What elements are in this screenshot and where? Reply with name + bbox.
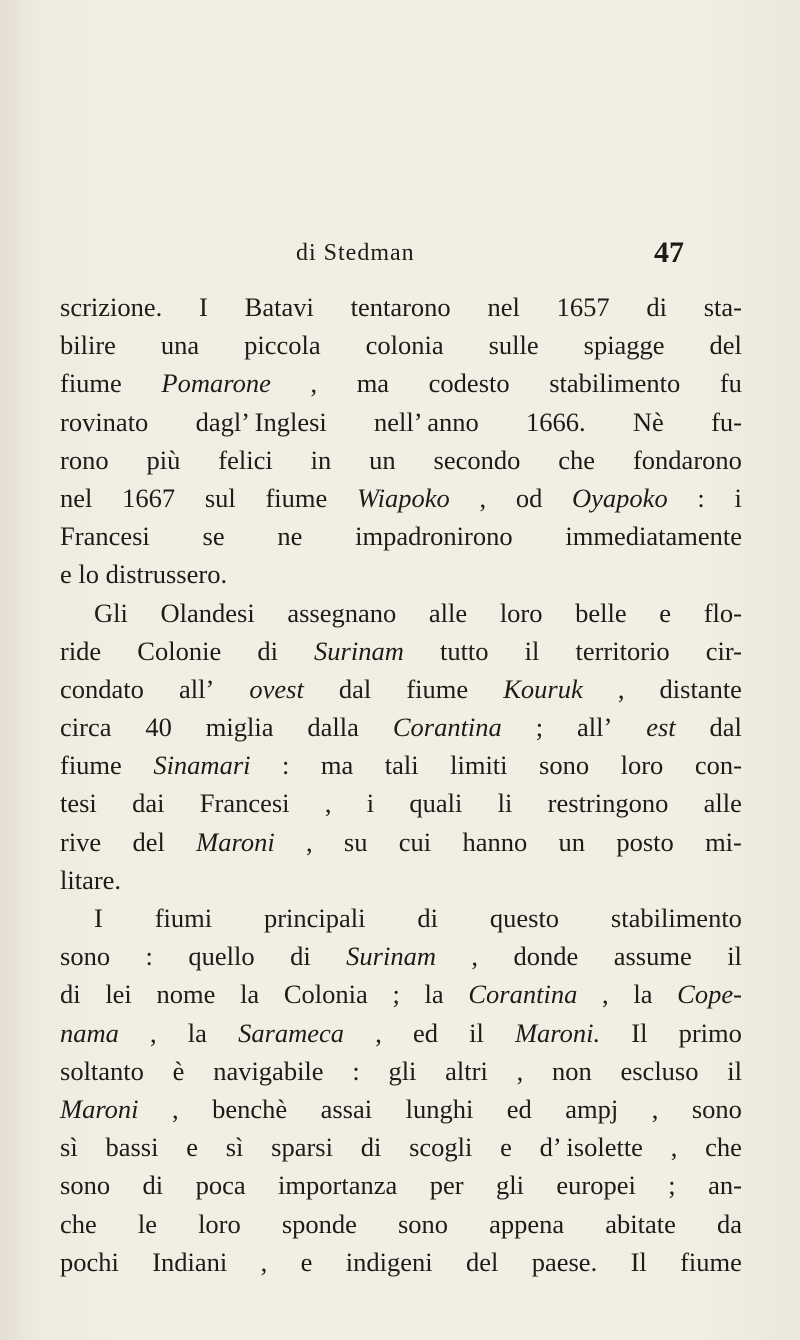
word: : xyxy=(145,941,153,972)
word: dalla xyxy=(307,712,359,743)
word: dai xyxy=(132,788,165,819)
italic-word: est xyxy=(646,712,676,743)
paragraph-first-line xyxy=(60,899,742,937)
italic-word: nama xyxy=(60,1017,119,1048)
word: territorio xyxy=(575,635,670,666)
word: è xyxy=(172,1055,185,1086)
word: Batavi xyxy=(244,292,314,322)
word: Il xyxy=(631,1017,648,1048)
word: del xyxy=(709,330,742,361)
word: an- xyxy=(708,1170,742,1201)
word: benchè xyxy=(212,1093,288,1124)
word: rive xyxy=(60,826,102,857)
word: distante xyxy=(659,673,742,704)
word: che xyxy=(705,1132,742,1163)
word: rono xyxy=(60,444,109,475)
italic-word: Maroni. xyxy=(514,1017,601,1048)
word: sì xyxy=(60,1132,78,1163)
text-line xyxy=(60,1128,742,1166)
text-line xyxy=(60,1166,742,1204)
word: e xyxy=(300,1246,313,1277)
word: quello xyxy=(188,941,255,972)
paragraph-first-line xyxy=(60,594,742,632)
text-line xyxy=(60,555,742,593)
word: scrizione. xyxy=(60,292,163,322)
word: importanza xyxy=(278,1170,398,1201)
word: fiume xyxy=(406,673,469,704)
word: od xyxy=(515,482,543,513)
italic-word: Sinamari xyxy=(153,750,251,781)
italic-word: Surinam xyxy=(346,941,436,972)
word: ampj xyxy=(565,1093,619,1124)
word: su xyxy=(343,826,368,857)
word: dagl’ Inglesi xyxy=(195,406,327,437)
text-line xyxy=(60,1205,742,1243)
word: felici xyxy=(218,444,273,475)
word: che xyxy=(558,444,596,475)
word: gli xyxy=(388,1055,417,1086)
word: europei xyxy=(556,1170,636,1201)
word: la xyxy=(633,979,653,1010)
word: questo xyxy=(489,903,560,933)
word: i xyxy=(734,482,742,513)
word: di xyxy=(257,635,278,666)
word: , xyxy=(516,1055,524,1086)
word: il xyxy=(727,941,742,972)
word: colonia xyxy=(365,330,444,361)
word: indigeni xyxy=(345,1246,433,1277)
word: il xyxy=(469,1017,484,1048)
word: un xyxy=(369,444,396,475)
word: sono xyxy=(60,1170,111,1201)
italic-word: Surinam xyxy=(314,635,404,666)
word: nel xyxy=(487,292,520,322)
word: , xyxy=(471,941,479,972)
word: ; xyxy=(392,979,400,1010)
word: bilire xyxy=(60,330,116,361)
italic-word: Cope- xyxy=(677,979,742,1010)
word: , xyxy=(306,826,313,857)
text-line xyxy=(60,517,742,555)
word: sta- xyxy=(703,292,742,322)
word: da xyxy=(716,1208,742,1239)
word: ed xyxy=(506,1093,532,1124)
word: gli xyxy=(495,1170,524,1201)
word: altri xyxy=(445,1055,488,1086)
word: ma xyxy=(320,750,354,781)
word: , xyxy=(670,1132,678,1163)
word: all’ xyxy=(178,673,215,704)
word: di xyxy=(417,903,439,933)
word: Francesi xyxy=(60,521,150,552)
word: litare. xyxy=(60,864,122,895)
word: secondo xyxy=(433,444,521,475)
word: Gli xyxy=(94,597,128,628)
word: il xyxy=(727,1055,742,1086)
text-line xyxy=(60,1052,742,1090)
word: navigabile xyxy=(213,1055,324,1086)
word: cui xyxy=(398,826,432,857)
word: Il xyxy=(630,1246,647,1277)
italic-word: ovest xyxy=(249,673,304,704)
text-line xyxy=(60,937,742,975)
word: flo- xyxy=(703,597,742,628)
word: ride xyxy=(60,635,102,666)
word: stabilimento xyxy=(610,903,742,933)
word: e lo distrussero. xyxy=(60,559,228,590)
word: del xyxy=(132,826,165,857)
word: tutto xyxy=(439,635,489,666)
word: , xyxy=(172,1093,179,1124)
word: sono xyxy=(397,1208,449,1239)
text-line xyxy=(60,632,742,670)
word: sulle xyxy=(488,330,539,361)
word: abitate xyxy=(605,1208,676,1239)
word: con- xyxy=(694,750,742,781)
word: piccola xyxy=(244,330,321,361)
word: assai xyxy=(320,1093,373,1124)
word: restringono xyxy=(547,788,669,819)
word: la xyxy=(240,979,260,1010)
word: , xyxy=(310,368,318,399)
word: impadronirono xyxy=(355,521,513,552)
word: , xyxy=(260,1246,268,1277)
word: di xyxy=(646,292,667,322)
word: immediatamente xyxy=(565,521,742,552)
word: 1657 xyxy=(556,292,610,322)
word: fiume xyxy=(60,750,122,781)
word: posto xyxy=(616,826,674,857)
word: di xyxy=(360,1132,382,1163)
word: loro xyxy=(198,1208,241,1239)
word: i xyxy=(366,788,375,819)
word: sono xyxy=(60,941,111,972)
word: sono xyxy=(539,750,590,781)
word: quali xyxy=(409,788,463,819)
word: la xyxy=(424,979,444,1010)
word: loro xyxy=(499,597,543,628)
word: il xyxy=(524,635,540,666)
word: 40 xyxy=(145,712,172,743)
word: ; xyxy=(535,712,544,743)
word: , xyxy=(150,1017,157,1048)
word: : xyxy=(352,1055,360,1086)
word: e xyxy=(659,597,672,628)
word: paese. xyxy=(531,1246,598,1277)
word: escluso xyxy=(620,1055,699,1086)
word: donde xyxy=(513,941,579,972)
word: , xyxy=(324,788,332,819)
word: Colonie xyxy=(137,635,222,666)
word: spiagge xyxy=(583,330,665,361)
italic-word: Wiapoko xyxy=(357,482,450,513)
page-header xyxy=(0,236,800,280)
word: sparsi xyxy=(271,1132,333,1163)
word: se xyxy=(202,521,225,552)
word: le xyxy=(137,1208,157,1239)
text-line xyxy=(60,288,742,326)
word: , xyxy=(375,1017,382,1048)
word: ne xyxy=(277,521,303,552)
word: per xyxy=(429,1170,464,1201)
word: una xyxy=(160,330,200,361)
text-line xyxy=(60,708,742,746)
word: pochi xyxy=(60,1246,119,1277)
word: del xyxy=(465,1246,499,1277)
word: Francesi xyxy=(199,788,290,819)
text-line xyxy=(60,975,742,1013)
word: in xyxy=(310,444,332,475)
word: nell’ anno xyxy=(374,406,479,437)
word: I xyxy=(94,903,103,933)
word: principali xyxy=(263,903,366,933)
word: 1666. xyxy=(526,406,586,437)
italic-word: Maroni xyxy=(196,826,275,857)
word: limiti xyxy=(450,750,508,781)
word: di xyxy=(60,979,81,1010)
word: hanno xyxy=(462,826,528,857)
word: mi- xyxy=(705,826,742,857)
word: fiume xyxy=(265,482,328,513)
word: condato xyxy=(60,673,144,704)
word: Indiani xyxy=(152,1246,228,1277)
text-line xyxy=(60,670,742,708)
word: nome xyxy=(156,979,216,1010)
word: sono xyxy=(691,1093,742,1124)
word: rovinato xyxy=(60,406,149,437)
word: di xyxy=(142,1170,164,1201)
word: Nè xyxy=(632,406,664,437)
word: codesto xyxy=(428,368,510,399)
text-line xyxy=(60,326,742,364)
word: assegnano xyxy=(287,597,397,628)
text-line xyxy=(60,784,742,822)
text-line xyxy=(60,746,742,784)
word: alle xyxy=(703,788,742,819)
text-line xyxy=(60,1014,742,1052)
word: fondarono xyxy=(632,444,742,475)
italic-word: Sarameca xyxy=(238,1017,345,1048)
word: : xyxy=(697,482,705,513)
word: appena xyxy=(489,1208,565,1239)
word: fu xyxy=(719,368,742,399)
italic-word: Pomarone xyxy=(161,368,271,399)
word: sul xyxy=(204,482,236,513)
word: un xyxy=(558,826,586,857)
word: , xyxy=(479,482,487,513)
word: fiumi xyxy=(154,903,213,933)
body-text xyxy=(60,288,742,1281)
word: dal xyxy=(709,712,742,743)
word: ma xyxy=(356,368,390,399)
word: più xyxy=(146,444,181,475)
word: ed xyxy=(412,1017,438,1048)
text-line xyxy=(60,403,742,441)
word: nel xyxy=(60,482,93,513)
italic-word: Maroni xyxy=(60,1093,139,1124)
word: fiume xyxy=(60,368,122,399)
word: 1667 xyxy=(122,482,176,513)
word: assume xyxy=(613,941,692,972)
word: che xyxy=(60,1208,97,1239)
word: Olandesi xyxy=(160,597,255,628)
word: li xyxy=(497,788,513,819)
word: lunghi xyxy=(405,1093,474,1124)
word: primo xyxy=(678,1017,742,1048)
word: e xyxy=(186,1132,198,1163)
word: dal xyxy=(338,673,372,704)
word: , xyxy=(617,673,625,704)
word: lei xyxy=(105,979,132,1010)
word: bassi xyxy=(105,1132,159,1163)
word: fu- xyxy=(711,406,742,437)
text-line xyxy=(60,1090,742,1128)
word: cir- xyxy=(705,635,742,666)
italic-word: Oyapoko xyxy=(572,482,668,513)
word: : xyxy=(282,750,290,781)
text-line xyxy=(60,441,742,479)
word: tali xyxy=(384,750,419,781)
word: circa xyxy=(60,712,112,743)
word: stabilimento xyxy=(549,368,681,399)
word: loro xyxy=(620,750,664,781)
word: d’ isolette xyxy=(539,1132,643,1163)
running-head: di Stedman xyxy=(296,240,415,266)
word: sponde xyxy=(281,1208,357,1239)
text-line xyxy=(60,1243,742,1281)
word: tesi xyxy=(60,788,97,819)
text-line xyxy=(60,861,742,899)
word: I xyxy=(199,292,208,322)
text-line xyxy=(60,823,742,861)
italic-word: Kouruk xyxy=(503,673,583,704)
word: , xyxy=(602,979,609,1010)
text-line xyxy=(60,479,742,517)
word: all’ xyxy=(576,712,613,743)
word: belle xyxy=(575,597,627,628)
word: di xyxy=(290,941,311,972)
word: fiume xyxy=(680,1246,742,1277)
word: poca xyxy=(195,1170,246,1201)
page-number: 47 xyxy=(654,236,684,269)
word: alle xyxy=(428,597,468,628)
word: , xyxy=(651,1093,659,1124)
word: soltanto xyxy=(60,1055,144,1086)
text-line xyxy=(60,364,742,402)
word: la xyxy=(187,1017,207,1048)
word: miglia xyxy=(205,712,274,743)
word: tentarono xyxy=(350,292,451,322)
word: non xyxy=(551,1055,592,1086)
word: ; xyxy=(668,1170,676,1201)
italic-word: Corantina xyxy=(392,712,502,743)
italic-word: Corantina xyxy=(468,979,578,1010)
word: scogli xyxy=(409,1132,473,1163)
word: sì xyxy=(225,1132,244,1163)
word: Colonia xyxy=(283,979,368,1010)
word: e xyxy=(500,1132,512,1163)
